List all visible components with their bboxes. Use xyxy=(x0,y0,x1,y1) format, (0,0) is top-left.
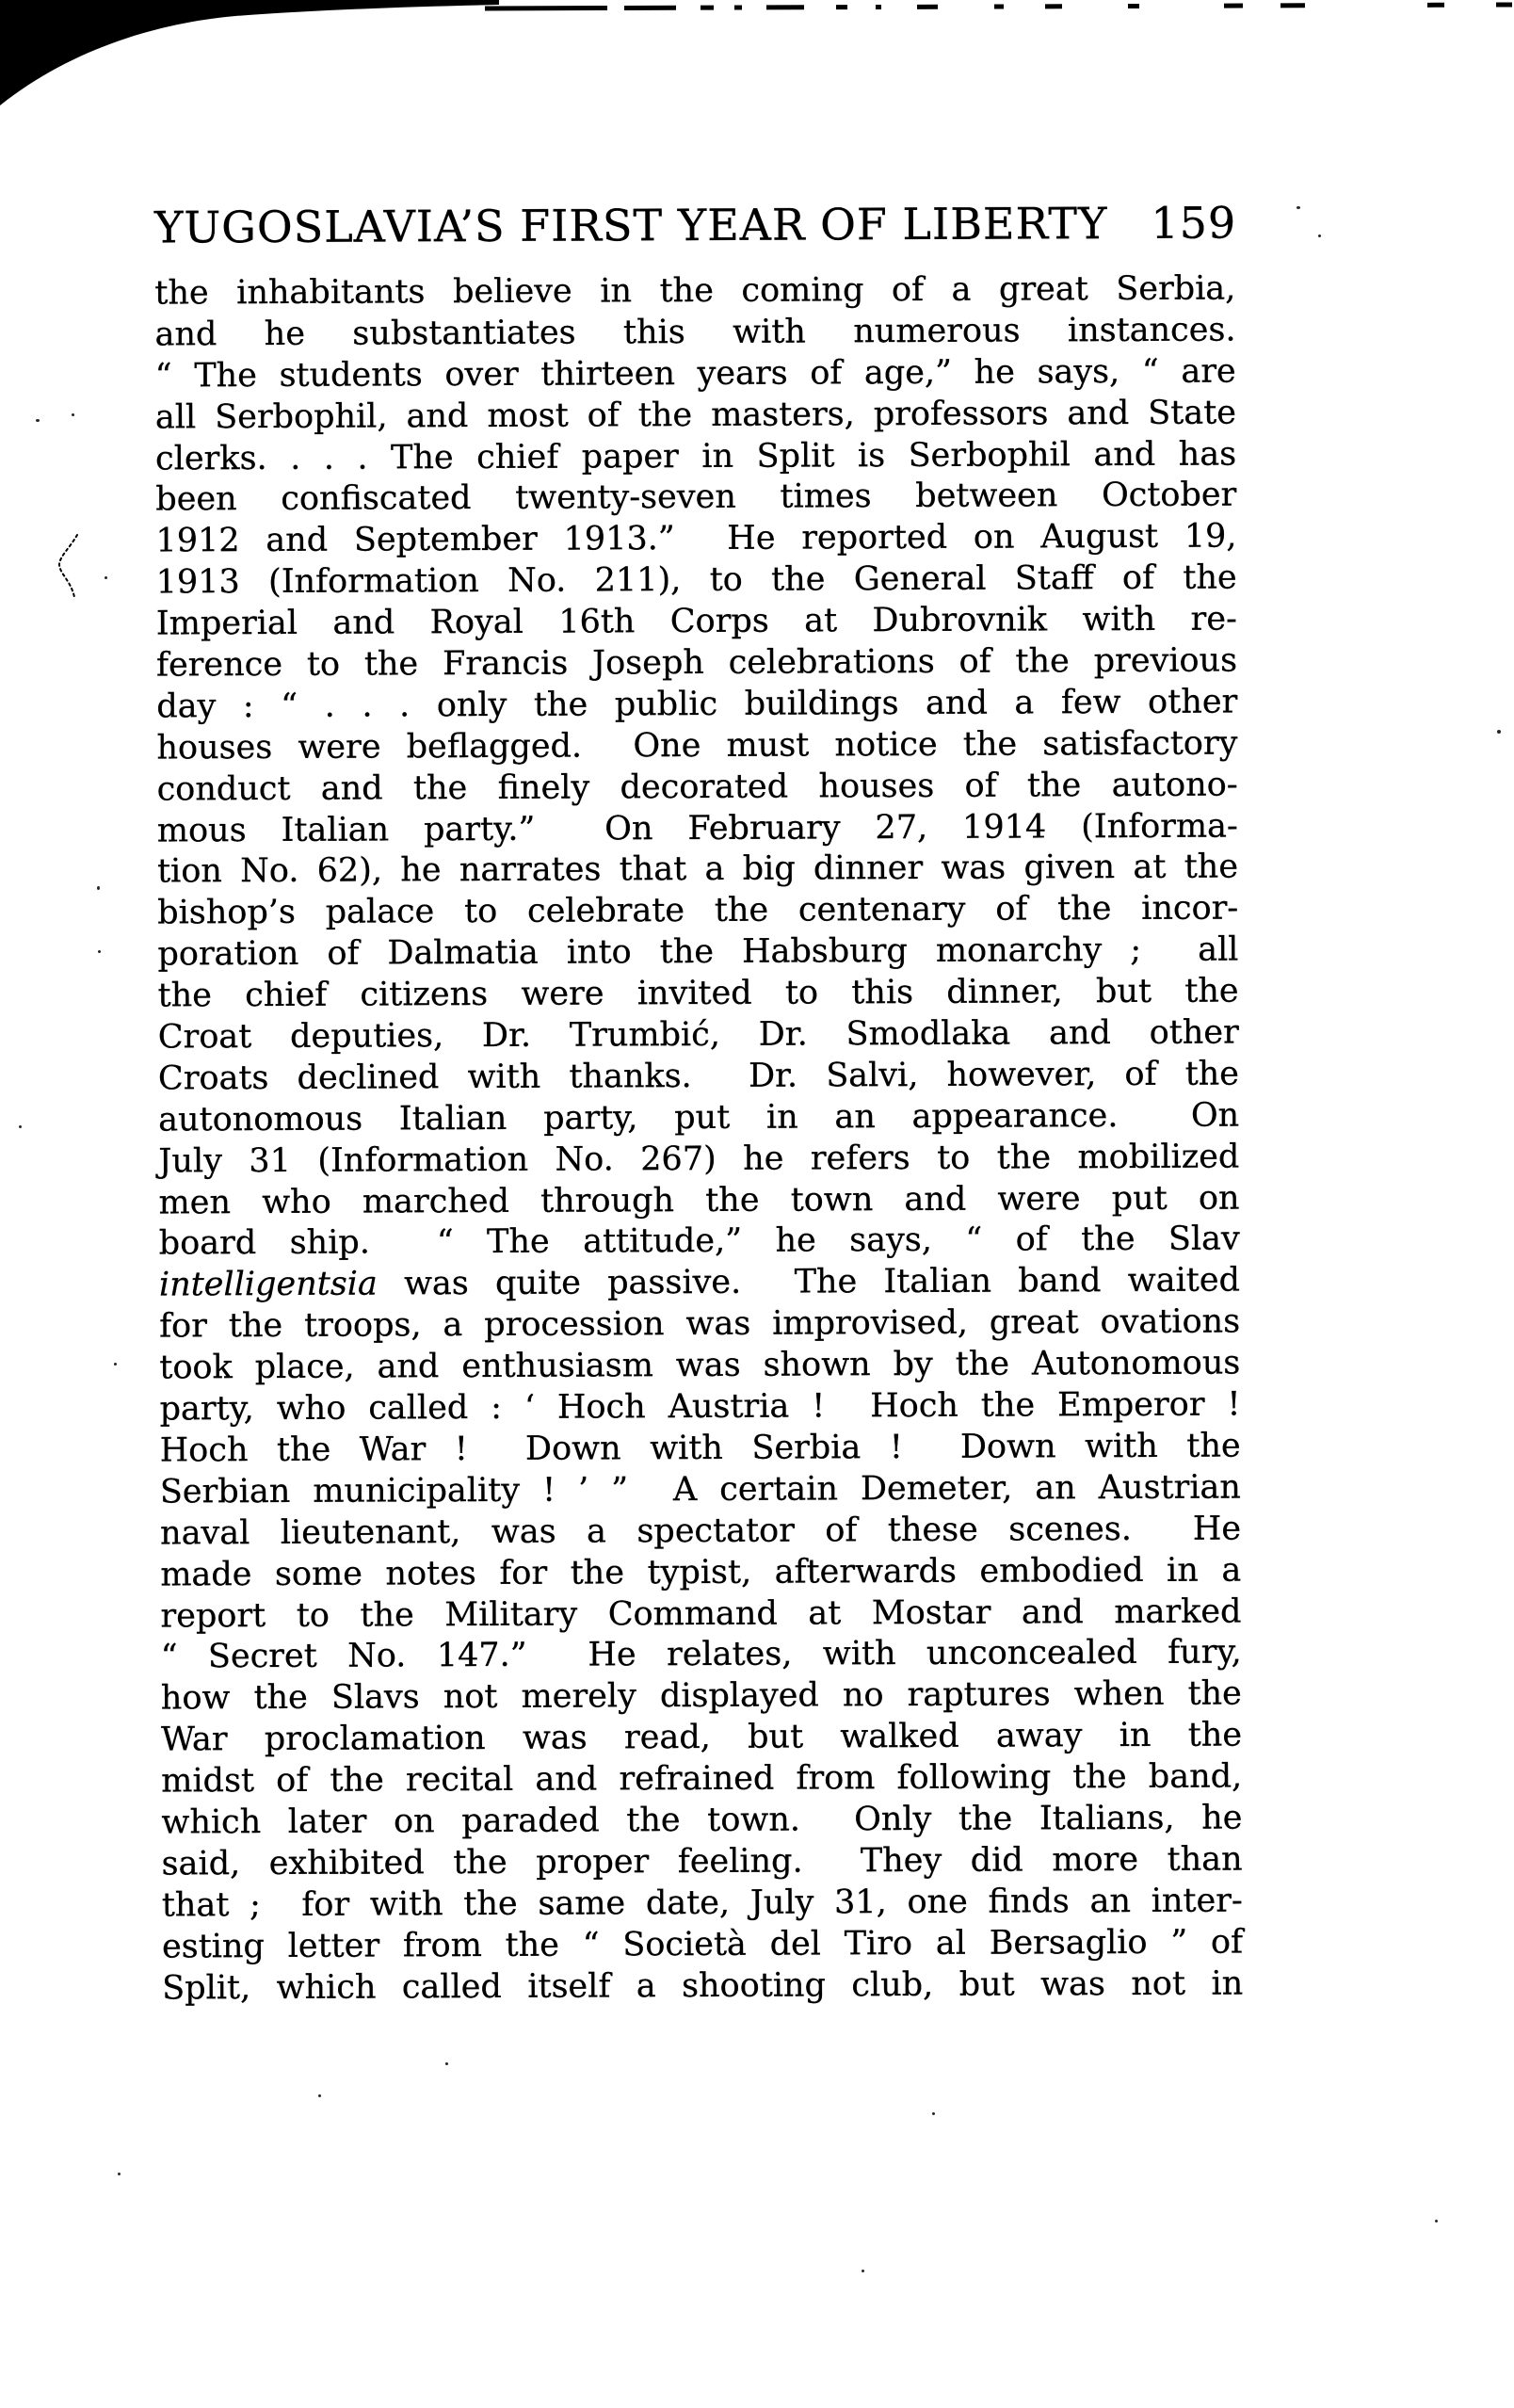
scan-speck xyxy=(105,576,107,579)
body-text xyxy=(154,268,1243,2009)
text-line: “ Secret No. 147.” He relates, with unconcealed fury, xyxy=(160,1633,1242,1676)
text-line: that ; for with the same date, July 31, one finds an inter- xyxy=(161,1882,1243,1925)
page-number: 159 xyxy=(1151,197,1237,249)
text-line: clerks. . . . The chief paper in Split is Serbophil and has xyxy=(155,435,1237,478)
text-line: conduct and the finely decorated houses of the autono- xyxy=(156,766,1238,809)
text-line: took place, and enthusiasm was shown by the Autonomous xyxy=(159,1344,1241,1387)
text-line: Croat deputies, Dr. Trumbić, Dr. Smodlaka and other xyxy=(157,1013,1239,1057)
text-line: men who marched through the town and were put on xyxy=(158,1179,1240,1222)
text-line: said, exhibited the proper feeling. They did more than xyxy=(161,1840,1243,1883)
text-line: the inhabitants believe in the coming of a great Serbia, xyxy=(154,269,1236,313)
text-line: tion No. 62), he narrates that a big dinner was given at the xyxy=(156,848,1239,891)
text-line: Croats declined with thanks. Dr. Salvi, however, of the xyxy=(157,1055,1240,1098)
scan-speck xyxy=(1297,206,1300,209)
scan-speck xyxy=(114,1363,117,1366)
scan-speck xyxy=(318,2094,321,2097)
scan-speck xyxy=(19,1125,22,1128)
text-line: Imperial and Royal 16th Corps at Dubrovnik with re- xyxy=(155,600,1237,643)
text-line: Split, which called itself a shooting club, but was not in xyxy=(162,1964,1244,2007)
text-line: esting letter from the “ Società del Tiro al Bersaglio ” of xyxy=(161,1923,1244,1966)
scan-speck xyxy=(862,2270,864,2272)
text-line: July 31 (Information No. 267) he refers to the mobilized xyxy=(158,1138,1240,1181)
text-line: War proclamation was read, but walked away in the xyxy=(160,1716,1243,1759)
scan-speck xyxy=(1497,730,1501,734)
text-line: midst of the recital and refrained from following the band, xyxy=(161,1757,1243,1801)
page-title: YUGOSLAVIA’S FIRST YEAR OF LIBERTY xyxy=(153,198,1108,253)
scan-speck xyxy=(118,2173,121,2175)
scan-speck xyxy=(36,419,40,422)
text-line: houses were beflagged. One must notice the satisfactory xyxy=(156,724,1238,768)
text-line: 1912 and September 1913.” He reported on August 19, xyxy=(155,517,1237,560)
text-line: 1913 (Information No. 211), to the General Staff of the xyxy=(155,558,1237,602)
text-line: for the troops, a procession was improvised, great ovations xyxy=(159,1302,1241,1346)
scan-speck xyxy=(445,2062,448,2065)
text-line: which later on paraded the town. Only the Italians, he xyxy=(161,1799,1243,1842)
text-line: Hoch the War ! Down with Serbia ! Down with the xyxy=(159,1427,1241,1470)
text-line: day : “ . . . only the public buildings and a few other xyxy=(156,683,1238,726)
text-line: bishop’s palace to celebrate the centenary of the incor- xyxy=(157,889,1239,932)
text-line: made some notes for the typist, afterwards embodied in a xyxy=(160,1551,1242,1594)
text-line: autonomous Italian party, put in an appearance. On xyxy=(158,1096,1240,1139)
scan-speck xyxy=(932,2112,935,2115)
text-line: how the Slavs not merely displayed no raptures when the xyxy=(160,1674,1242,1718)
scan-edge-artifact xyxy=(0,0,1514,122)
running-header xyxy=(154,197,1235,252)
text-line: Serbian municipality ! ’ ” A certain Demeter, an Austrian xyxy=(159,1468,1241,1511)
text-line: the chief citizens were invited to this dinner, but the xyxy=(157,972,1239,1015)
scan-speck xyxy=(72,413,74,416)
scan-speck xyxy=(1318,234,1321,237)
text-line: all Serbophil, and most of the masters, professors and State xyxy=(154,394,1237,437)
text-line: intelligentsia was quite passive. The Italian band waited xyxy=(158,1261,1241,1304)
text-line: mous Italian party.” On February 27, 1914 (Informa- xyxy=(156,807,1238,850)
margin-pencil-mark xyxy=(55,533,83,601)
text-line: party, who called : ‘ Hoch Austria ! Hoch the Emperor ! xyxy=(159,1385,1241,1429)
text-line: been confiscated twenty-seven times between October xyxy=(155,476,1237,519)
text-line: “ The students over thirteen years of age,” he says, “ are xyxy=(154,352,1236,396)
scan-speck xyxy=(98,950,101,953)
text-line: and he substantiates this with numerous instances. xyxy=(154,311,1236,354)
text-line: report to the Military Command at Mostar and marked xyxy=(160,1592,1242,1635)
scan-speck xyxy=(97,886,100,890)
text-line: poration of Dalmatia into the Habsburg monarchy ; all xyxy=(157,930,1239,974)
text-line: ference to the Francis Joseph celebrations of the previous xyxy=(155,641,1238,685)
scan-speck xyxy=(1435,2220,1438,2222)
text-line: naval lieutenant, was a spectator of these scenes. He xyxy=(160,1510,1242,1553)
text-line: board ship. “ The attitude,” he says, “ of the Slav xyxy=(158,1220,1240,1263)
